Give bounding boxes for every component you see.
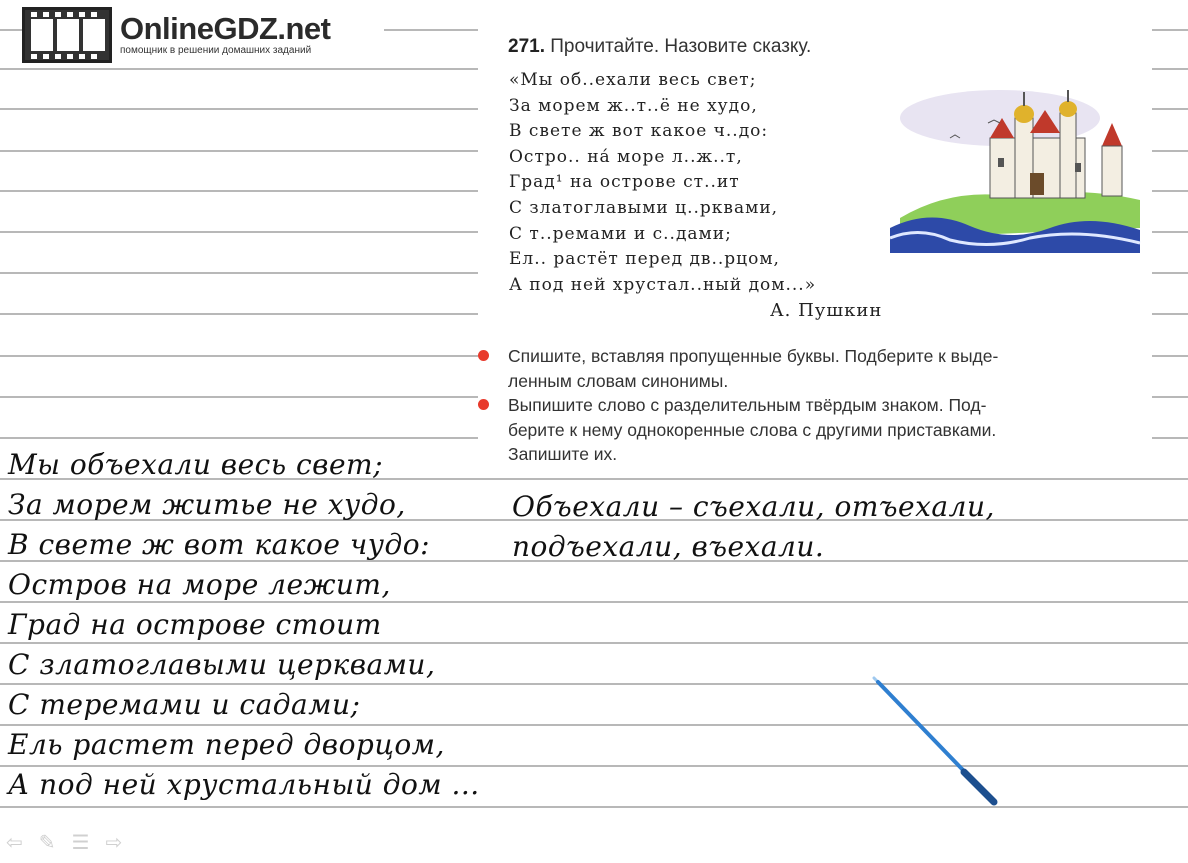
- bullet-icon: [478, 399, 489, 410]
- handwritten-line: Остров на море лежит,: [8, 568, 391, 601]
- ruled-line: [1152, 150, 1188, 152]
- poem-line: С златоглавыми ц..рквами,: [509, 197, 779, 218]
- ruled-line: [1152, 68, 1188, 70]
- ruled-line: [0, 642, 1188, 644]
- task-line: Выпишите слово с разделительным твёрдым знаком. Под-: [508, 395, 987, 415]
- ruled-line: [1152, 355, 1188, 357]
- poem-line: «Мы об..ехали весь свет;: [509, 70, 757, 90]
- poem-author: А. Пушкин: [770, 300, 883, 321]
- ruled-line: [0, 601, 1188, 603]
- ruled-line: [1152, 437, 1188, 439]
- handwritten-line: Ель растет перед дворцом,: [8, 728, 445, 761]
- ruled-line: [0, 190, 478, 192]
- poem-line: В свете ж вот какое ч..до:: [509, 121, 769, 142]
- ruled-line: [1152, 272, 1188, 274]
- handwritten-line: С теремами и садами;: [8, 688, 361, 721]
- ruled-line: [0, 765, 1188, 767]
- exercise-number: 271.: [508, 36, 545, 57]
- ruled-line: [0, 313, 478, 315]
- task-line: ленным словам синонимы.: [508, 370, 729, 391]
- ruled-line: [0, 272, 478, 274]
- task-line: берите к нему однокоренные слова с другими приставками.: [508, 419, 997, 440]
- ruled-line: [0, 437, 478, 439]
- ruled-line: [0, 355, 478, 357]
- handwritten-answer: подъехали, въехали.: [512, 530, 825, 563]
- logo-brand: OnlineGDZ.net: [120, 11, 331, 46]
- bullet-icon: [478, 350, 489, 361]
- task-line: Запишите их.: [508, 444, 618, 464]
- handwritten-line: С златоглавыми церквами,: [8, 648, 436, 681]
- exercise-header: [508, 36, 811, 58]
- ruled-line: [0, 683, 1188, 685]
- ruled-line: [0, 150, 478, 152]
- ruled-line: [1152, 108, 1188, 110]
- poem-line: С т..ремами и с..дами;: [509, 223, 732, 244]
- menu-icon[interactable]: ☰: [71, 832, 90, 854]
- handwritten-answer: Объехали – съехали, отъехали,: [512, 490, 995, 523]
- arrow-left-icon[interactable]: ⇦: [6, 832, 23, 854]
- ruled-line: [0, 724, 1188, 726]
- page-navigation: [6, 830, 122, 855]
- poem-line: Остро.. на́ море л..ж..т,: [509, 146, 743, 167]
- poem-printed: [509, 68, 816, 298]
- ruled-line: [0, 806, 1188, 808]
- handwritten-line: Град на острове стоит: [8, 608, 382, 641]
- poem-line: Град¹ на острове ст..ит: [509, 172, 740, 193]
- poem-line: Ел.. растёт перед дв..рцом,: [509, 249, 780, 270]
- poem-line: А под ней хрустал..ный дом...»: [509, 274, 817, 295]
- ruled-line: [1152, 29, 1188, 31]
- site-logo[interactable]: [22, 6, 384, 64]
- ruled-line: [0, 68, 478, 70]
- handwritten-line: Мы объехали весь свет;: [8, 448, 384, 481]
- handwritten-line: А под ней хрустальный дом ...: [8, 768, 480, 801]
- ruled-line: [0, 231, 478, 233]
- ruled-line: [1152, 231, 1188, 233]
- poem-line: За морем ж..т..ё не худо,: [509, 95, 758, 116]
- ruled-line: [1152, 396, 1188, 398]
- logo-tagline: помощник в решении домашних заданий: [120, 45, 312, 56]
- handwritten-line: За морем житье не худо,: [8, 488, 406, 521]
- handwritten-line: В свете ж вот какое чудо:: [8, 528, 431, 561]
- film-strip-icon: [22, 7, 112, 63]
- castle-illustration: [890, 78, 1145, 253]
- ruled-line: [0, 108, 478, 110]
- pen-icon: [868, 674, 1008, 814]
- ruled-line: [1152, 190, 1188, 192]
- pen-icon[interactable]: ✎: [38, 832, 56, 854]
- ruled-line: [0, 396, 478, 398]
- exercise-title: Прочитайте. Назовите сказку.: [550, 36, 812, 57]
- arrow-right-icon[interactable]: ⇨: [105, 832, 123, 854]
- ruled-line: [1152, 313, 1188, 315]
- task-line: Спишите, вставляя пропущенные буквы. Подберите к выде-: [508, 346, 999, 366]
